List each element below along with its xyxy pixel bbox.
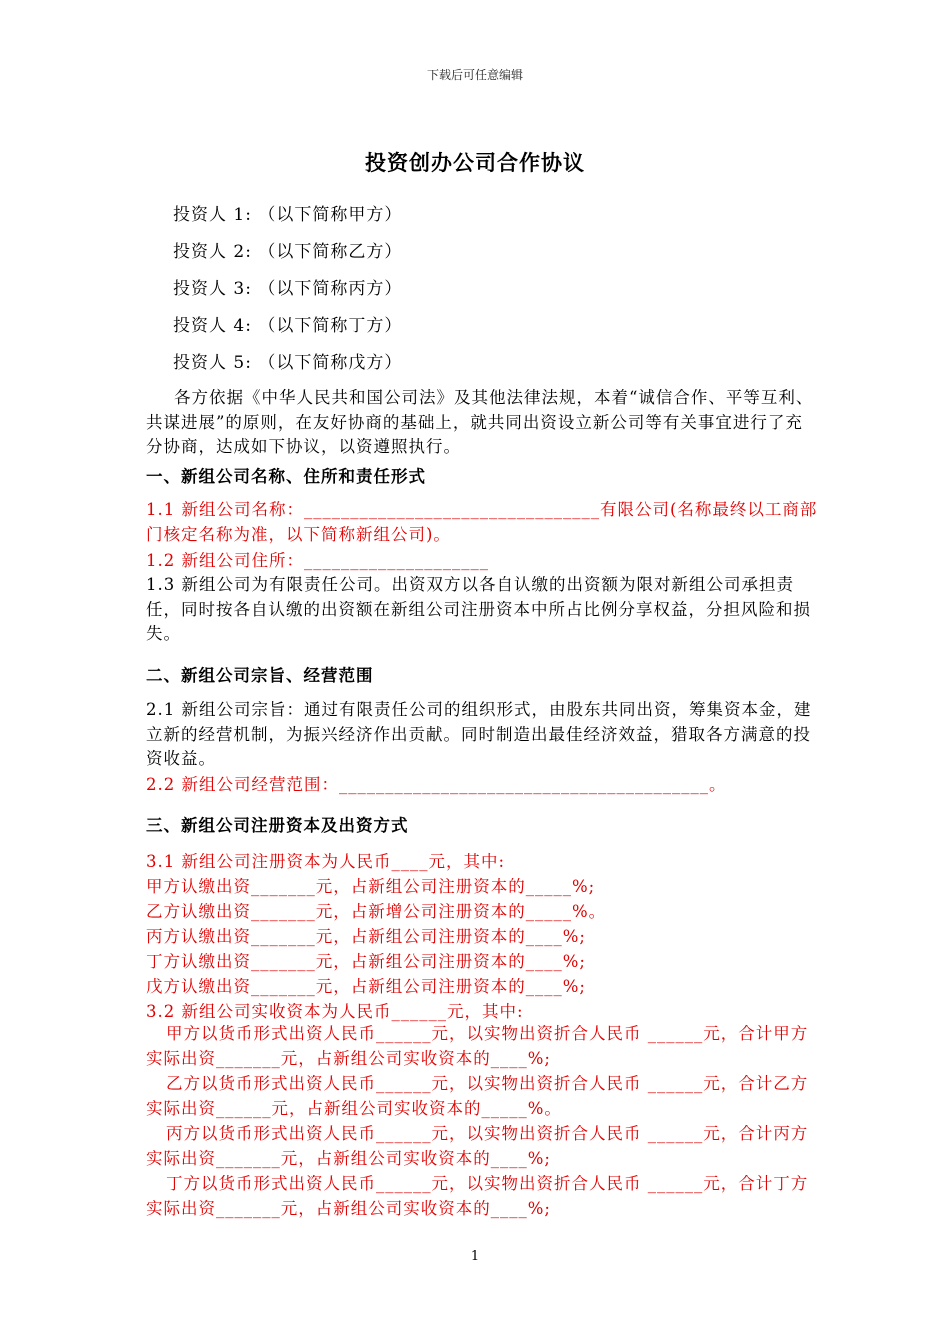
- section1-heading: 一、新组公司名称、住所和责任形式: [146, 467, 426, 486]
- capital-line-ding: 丁方认缴出资_______元，占新组公司注册资本的____%;: [146, 952, 586, 971]
- clause-3-1: 3.1 新组公司注册资本为人民币____元，其中:: [146, 852, 506, 871]
- clause-1-3: 1.3 新组公司为有限责任公司。出资双方以各自认缴的出资额为限对新组公司承担责任，同时按各自认缴的出资额在新组公司注册资本中所占比例分享权益，分担风险和损失。: [146, 575, 811, 643]
- section3-heading: 三、新组公司注册资本及出资方式: [146, 816, 409, 835]
- section2-heading: 二、新组公司宗旨、经营范围: [146, 666, 374, 685]
- paidin-para-ding: 丁方以货币形式出资人民币______元，以实物出资折合人民币 ______元，合计丁方实际出资_______元，占新组公司实收资本的____%;: [146, 1174, 809, 1218]
- investor-5: 投资人 5: （以下简称戊方）: [173, 353, 403, 373]
- investor-4: 投资人 4: （以下简称丁方）: [173, 316, 403, 336]
- clause-1-1: 1.1 新组公司名称：________________________________有限公司(名称最终以工商部门核定名称为准，以下简称新组公司)。: [146, 500, 818, 544]
- clause-3-2: 3.2 新组公司实收资本为人民币______元，其中:: [146, 1002, 524, 1021]
- investor-2: 投资人 2: （以下简称乙方）: [173, 242, 403, 262]
- investor-1: 投资人 1: （以下简称甲方）: [173, 205, 403, 225]
- capital-line-wu: 戊方认缴出资_______元，占新组公司注册资本的____%;: [146, 977, 586, 996]
- capital-line-yi: 乙方认缴出资_______元，占新增公司注册资本的_____%。: [146, 902, 607, 921]
- capital-line-jia: 甲方认缴出资_______元，占新组公司注册资本的_____%;: [146, 877, 596, 896]
- clause-1-2: 1.2 新组公司住所：____________________: [146, 551, 489, 570]
- clause-2-2: 2.2 新组公司经营范围：________________________________________。: [146, 775, 727, 794]
- page-header: 下载后可任意编辑: [426, 68, 523, 82]
- capital-line-bing: 丙方认缴出资_______元，占新组公司注册资本的____%;: [146, 927, 586, 946]
- document-title: 投资创办公司合作协议: [365, 150, 585, 175]
- paidin-para-bing: 丙方以货币形式出资人民币______元，以实物出资折合人民币 ______元，合计丙方实际出资_______元，占新组公司实收资本的____%;: [146, 1124, 809, 1168]
- paidin-para-yi: 乙方以货币形式出资人民币______元，以实物出资折合人民币 ______元，合计乙方实际出资______元，占新组公司实收资本的_____%。: [146, 1074, 809, 1118]
- paidin-para-jia: 甲方以货币形式出资人民币______元，以实物出资折合人民币 ______元，合计甲方实际出资_______元，占新组公司实收资本的____%;: [146, 1024, 809, 1068]
- clause-2-1: 2.1 新组公司宗旨：通过有限责任公司的组织形式，由股东共同出资，筹集资本金，建立新的经营机制，为振兴经济作出贡献。同时制造出最佳经济效益，猎取各方满意的投资收益。: [146, 700, 812, 768]
- investor-3: 投资人 3: （以下简称丙方）: [173, 279, 403, 299]
- page-number: 1: [470, 1249, 480, 1264]
- intro-paragraph: 各方依据《中华人民共和国公司法》及其他法律法规，本着“诚信合作、平等互利、共谋进展”的原则，在友好协商的基础上，就共同出资设立新公司等有关事宜进行了充分协商，达成如下协议，以资遵照执行。: [146, 388, 814, 456]
